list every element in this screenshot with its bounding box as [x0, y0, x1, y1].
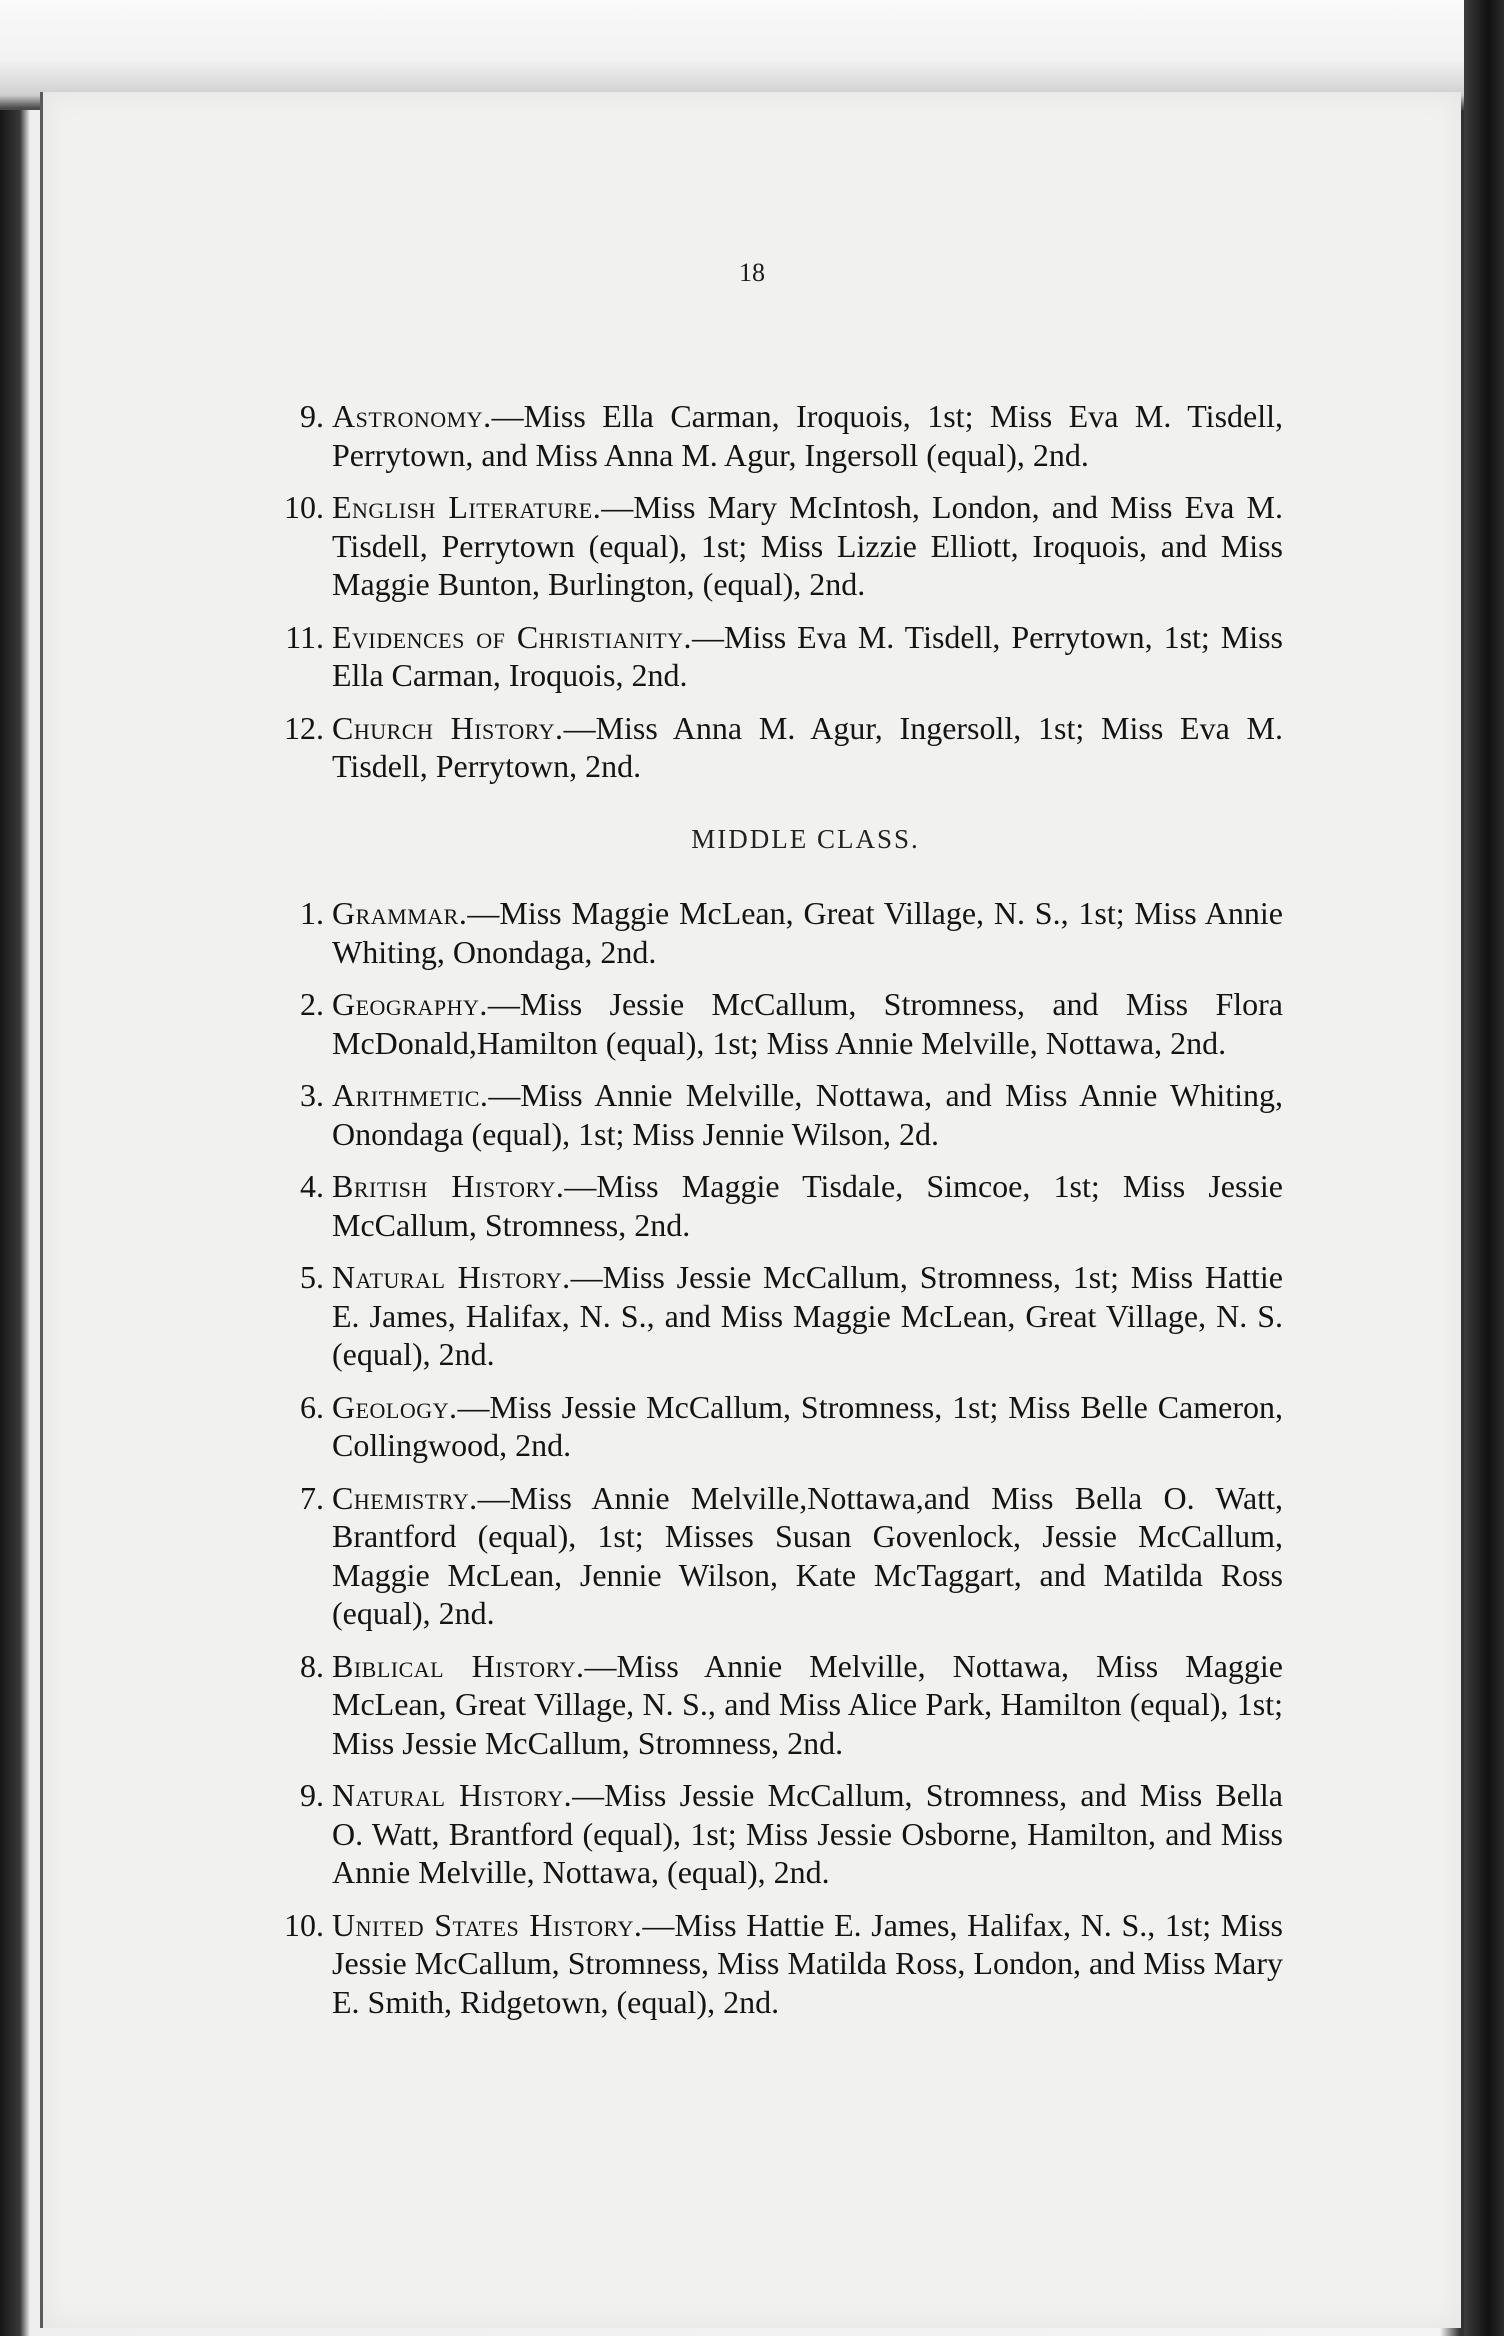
entry-result: —Miss Maggie Tisdale, Simcoe, 1st; Miss Jessie McCallum, Stromness, 2nd. — [332, 1168, 1283, 1243]
document-page — [40, 92, 1461, 2328]
list-item — [268, 709, 1283, 786]
entry-text — [332, 1906, 1283, 2022]
entry-text — [332, 488, 1283, 604]
entry-subject: English Literature. — [332, 489, 602, 525]
entry-result: —Miss Annie Melville, Nottawa, and Miss Annie Whiting, Onondaga (equal), 1st; Miss Jennie Wilson, 2d. — [332, 1077, 1283, 1152]
entry-number: 2. — [300, 986, 324, 1022]
list-item — [268, 985, 1283, 1062]
entry-result: —Miss Jessie McCallum, Stromness, 1st; Miss Belle Cameron, Collingwood, 2nd. — [332, 1388, 1283, 1463]
entry-text — [332, 1258, 1283, 1374]
entry-result: —Miss Annie Melville,Nottawa,and Miss Bella O. Watt, Brantford (equal), 1st; Misses Susan Govenlock, Jessie McCallum, Maggie McLean, Jennie Wilson, Kate McTaggart, and Matilda Ross (equal), 2nd. — [332, 1479, 1283, 1631]
entry-text — [332, 397, 1283, 474]
list-item — [268, 1076, 1283, 1153]
entry-number: 9. — [300, 398, 324, 434]
entry-number: 6. — [300, 1388, 324, 1425]
entry-number: 10. — [284, 1906, 324, 1943]
entry-subject: Evidences of Christianity. — [332, 618, 692, 655]
entry-number: 4. — [300, 1168, 324, 1204]
entry-result: —Miss Mary McIntosh, London, and Miss Eva M. Tisdell, Perrytown (equal), 1st; Miss Lizzie Elliott, Iroquois, and Miss Maggie Bunton, Burlington, (equal), 2nd. — [332, 489, 1283, 602]
entry-text — [332, 894, 1283, 971]
scan-right-edge — [1464, 0, 1504, 2336]
entry-result: —Miss Ella Carman, Iroquois, 1st; Miss Eva M. Tisdell, Perrytown, and Miss Anna M. Agur, Ingersoll (equal), 2nd. — [332, 398, 1283, 473]
entry-subject: Natural History. — [332, 1259, 571, 1295]
entry-result: —Miss Hattie E. James, Halifax, N. S., 1st; Miss Jessie McCallum, Stromness, Miss Matilda Ross, London, and Miss Mary E. Smith, Ridgetown, (equal), 2nd. — [332, 1906, 1284, 2020]
entry-subject: Arithmetic. — [332, 1077, 489, 1113]
list-item — [268, 1388, 1283, 1465]
page-number: 18 — [739, 258, 765, 287]
entry-text — [332, 1647, 1283, 1763]
list-item — [268, 618, 1283, 695]
list-item — [268, 894, 1283, 971]
list-item — [268, 1647, 1283, 1763]
entry-subject: Geography. — [332, 986, 488, 1022]
list-item — [268, 1776, 1283, 1892]
entry-subject: Biblical History. — [332, 1647, 585, 1684]
entry-subject: Church History. — [332, 709, 564, 746]
entry-subject: Astronomy. — [332, 398, 492, 434]
list-item — [268, 488, 1283, 604]
list-item — [268, 1258, 1283, 1374]
entry-number: 8. — [300, 1647, 324, 1684]
entry-result: —Miss Jessie McCallum, Stromness, and Miss Bella O. Watt, Brantford (equal), 1st; Miss Jessie Osborne, Hamilton, and Miss Annie Melville, Nottawa, (equal), 2nd. — [332, 1777, 1283, 1890]
list-item — [268, 397, 1283, 474]
list-item — [268, 1167, 1283, 1244]
entry-result: —Miss Eva M. Tisdell, Perrytown, 1st; Miss Ella Carman, Iroquois, 2nd. — [332, 618, 1284, 693]
entry-subject: Chemistry. — [332, 1479, 478, 1516]
entry-number: 5. — [300, 1259, 324, 1295]
entry-text — [332, 1479, 1283, 1633]
entry-subject: Geology. — [332, 1388, 458, 1425]
section-heading: MIDDLE CLASS. — [691, 823, 920, 854]
top-entries-list — [268, 397, 1283, 786]
entry-text — [332, 709, 1283, 786]
entry-text — [332, 618, 1283, 695]
entry-number: 3. — [300, 1077, 324, 1113]
entry-result: —Miss Jessie McCallum, Stromness, 1st; Miss Hattie E. James, Halifax, N. S., and Miss Maggie McLean, Great Village, N. S. (equal), 2nd. — [332, 1259, 1283, 1372]
entry-text — [332, 1776, 1283, 1892]
entry-text — [332, 1167, 1283, 1244]
entry-result: —Miss Maggie McLean, Great Village, N. S., 1st; Miss Annie Whiting, Onondaga, 2nd. — [332, 895, 1283, 970]
entry-number: 9. — [300, 1777, 324, 1813]
entry-result: —Miss Anna M. Agur, Ingersoll, 1st; Miss Eva M. Tisdell, Perrytown, 2nd. — [332, 709, 1283, 784]
list-item — [268, 1479, 1283, 1633]
entry-number: 1. — [300, 895, 324, 931]
list-item — [268, 1906, 1283, 2022]
page-content — [268, 397, 1283, 2035]
entry-number: 11. — [285, 618, 324, 655]
entry-number: 10. — [284, 489, 324, 525]
entry-number: 12. — [284, 709, 324, 746]
entry-text — [332, 985, 1283, 1062]
entry-result: —Miss Jessie McCallum, Stromness, and Miss Flora McDonald,Hamilton (equal), 1st; Miss Annie Melville, Nottawa, 2nd. — [332, 986, 1283, 1061]
entry-subject: Natural History. — [332, 1777, 573, 1813]
entry-text — [332, 1388, 1283, 1465]
entry-result: —Miss Annie Melville, Nottawa, Miss Maggie McLean, Great Village, N. S., and Miss Alice Park, Hamilton (equal), 1st; Miss Jessie McCallum, Stromness, 2nd. — [332, 1647, 1283, 1761]
entry-number: 7. — [300, 1479, 324, 1516]
entry-subject: United States History. — [332, 1906, 643, 1943]
entry-subject: Grammar. — [332, 895, 468, 931]
middle-entries-list — [268, 894, 1283, 2021]
entry-subject: British History. — [332, 1168, 565, 1204]
entry-text — [332, 1076, 1283, 1153]
